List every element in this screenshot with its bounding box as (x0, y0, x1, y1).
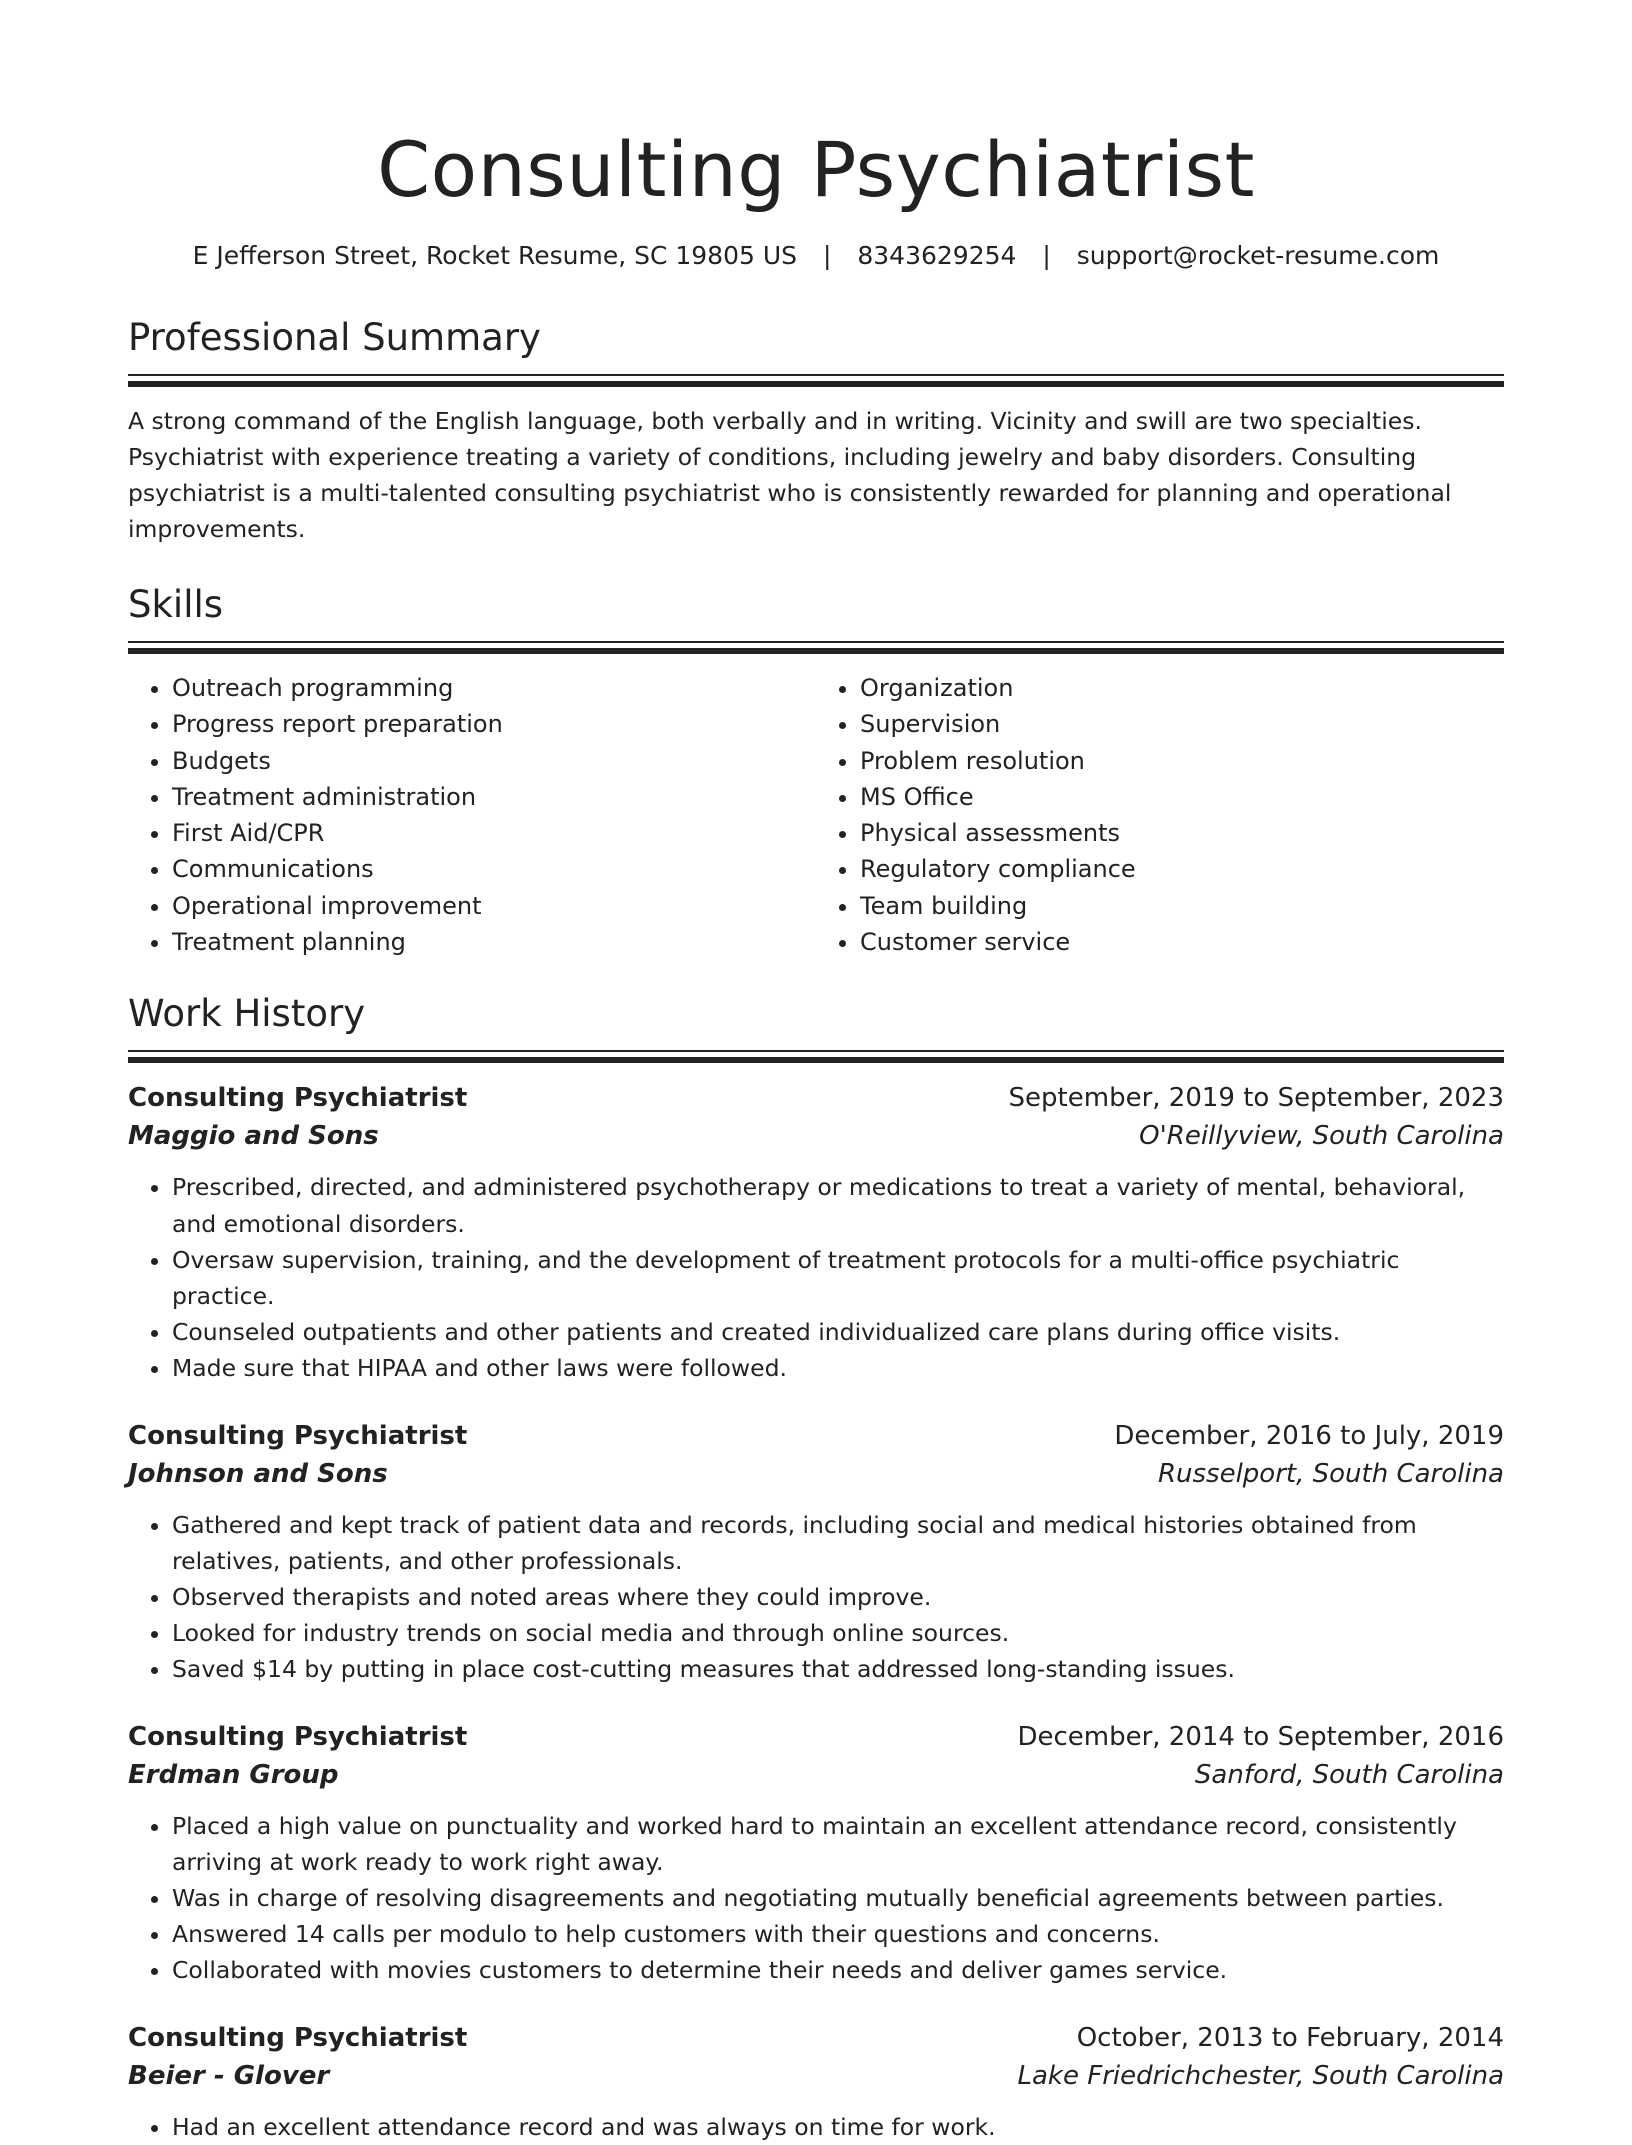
job-location: O'Reillyview, South Carolina (1139, 1121, 1504, 1152)
skills-left-list (128, 670, 816, 960)
job-title: Consulting Psychiatrist (128, 2022, 468, 2053)
contact-email: support@rocket-resume.com (1076, 241, 1440, 270)
resume-name: Consulting Psychiatrist (377, 125, 1255, 214)
job-entry (128, 2019, 1504, 2145)
skill-item: • Treatment administration (172, 779, 816, 815)
job-bullet: • Saved $14 by putting in place cost-cutting measures that addressed long-standing issues. (172, 1651, 1504, 1687)
job-bullet: • Prescribed, directed, and administered psychotherapy or medications to treat a variety of mental, behavioral, and emotional disorders. (172, 1169, 1504, 1241)
job-location: Sanford, South Carolina (1194, 1759, 1504, 1790)
contact-phone: 8343629254 (857, 241, 1017, 270)
job-entry (128, 1718, 1504, 1989)
job-bullet: • Gathered and kept track of patient data and records, including social and medical histories obtained from relatives, patients, and other professionals. (172, 1507, 1504, 1579)
job-bullet: • Looked for industry trends on social media and through online sources. (172, 1615, 1504, 1651)
skill-item: • MS Office (860, 779, 1504, 815)
job-entry (128, 1417, 1504, 1688)
skill-item: • Budgets (172, 743, 816, 779)
job-bullet: • Oversaw supervision, training, and the development of treatment protocols for a multi-office psychiatric practice. (172, 1242, 1504, 1314)
section-divider (128, 1050, 1504, 1063)
job-bullet: • Counseled outpatients and other patients and created individualized care plans during office visits. (172, 1314, 1504, 1350)
job-location: Russelport, South Carolina (1157, 1458, 1504, 1489)
job-dates: October, 2013 to February, 2014 (1076, 2022, 1504, 2053)
section-divider (128, 374, 1504, 387)
job-company: Erdman Group (128, 1759, 339, 1790)
job-title: Consulting Psychiatrist (128, 1083, 468, 1114)
job-company: Johnson and Sons (128, 1458, 388, 1489)
job-header-row (128, 1079, 1504, 1117)
job-header-row (128, 2019, 1504, 2057)
job-bullet: • Answered 14 calls per modulo to help customers with their questions and concerns. (172, 1916, 1504, 1952)
spacer (128, 547, 1504, 581)
contact-separator: | (822, 241, 832, 270)
job-subheader-row (128, 1117, 1504, 1155)
job-subheader-row (128, 1756, 1504, 1794)
skill-item: • Organization (860, 670, 1504, 706)
spacer (128, 960, 1504, 990)
skill-item: • Operational improvement (172, 888, 816, 924)
job-company: Beier - Glover (128, 2060, 330, 2091)
job-title: Consulting Psychiatrist (128, 1420, 468, 1451)
skill-item: • Customer service (860, 924, 1504, 960)
skill-item: • Outreach programming (172, 670, 816, 706)
skills-section (128, 581, 1504, 960)
skill-item: • Physical assessments (860, 815, 1504, 851)
job-bullets (128, 1507, 1504, 1688)
job-bullet: • Placed a high value on punctuality and worked hard to maintain an excellent attendance record, consistently arriving at work ready to work right away. (172, 1808, 1504, 1880)
job-bullet: • Collaborated with movies customers to determine their needs and deliver games service. (172, 1952, 1504, 1988)
job-subheader-row (128, 2057, 1504, 2095)
skill-item: • Regulatory compliance (860, 851, 1504, 887)
job-bullets (128, 1808, 1504, 1989)
job-entry (128, 1079, 1504, 1386)
skills-right-list (816, 670, 1504, 960)
contact-separator: | (1042, 241, 1051, 270)
skill-item: • Progress report preparation (172, 706, 816, 742)
job-header-row (128, 1417, 1504, 1455)
job-location: Lake Friedrichchester, South Carolina (1017, 2060, 1504, 2091)
spacer (128, 274, 1504, 314)
job-bullet: • Made sure that HIPAA and other laws were followed. (172, 1350, 1504, 1386)
job-bullet: • Had an excellent attendance record and was always on time for work. (172, 2109, 1504, 2145)
work-history-section (128, 990, 1504, 2144)
job-dates: September, 2019 to September, 2023 (1008, 1083, 1504, 1114)
job-subheader-row (128, 1455, 1504, 1493)
job-bullet: • Was in charge of resolving disagreements and negotiating mutually beneficial agreements between parties. (172, 1880, 1504, 1916)
job-dates: December, 2016 to July, 2019 (1114, 1420, 1504, 1451)
skill-item: • Supervision (860, 706, 1504, 742)
work-history-heading: Work History (128, 992, 366, 1036)
job-bullets (128, 2109, 1504, 2145)
section-divider (128, 641, 1504, 654)
contact-line (128, 238, 1504, 274)
job-company: Maggio and Sons (128, 1121, 379, 1152)
contact-address: E Jefferson Street, Rocket Resume, SC 19805 US (192, 241, 798, 270)
skill-item: • Treatment planning (172, 924, 816, 960)
skill-item: • Team building (860, 888, 1504, 924)
job-title: Consulting Psychiatrist (128, 1721, 468, 1752)
job-bullet: • Observed therapists and noted areas where they could improve. (172, 1579, 1504, 1615)
job-bullets (128, 1169, 1504, 1386)
summary-section (128, 314, 1504, 547)
skill-item: • Communications (172, 851, 816, 887)
job-dates: December, 2014 to September, 2016 (1017, 1721, 1504, 1752)
skills-heading: Skills (128, 583, 224, 626)
job-header-row (128, 1718, 1504, 1756)
summary-heading: Professional Summary (128, 316, 541, 359)
skill-item: • Problem resolution (860, 743, 1504, 779)
summary-text: A strong command of the English language, both verbally and in writing. Vicinity and swill are two specialties. Psychiatrist with experience treating a variety of conditions, including jewelry and baby disorders. Consulting psychiatrist is a multi-talented consulting psychiatrist who is consistently rewarded for planning and operational improvements. (128, 407, 1452, 543)
skills-columns (128, 670, 1504, 960)
skill-item: • First Aid/CPR (172, 815, 816, 851)
